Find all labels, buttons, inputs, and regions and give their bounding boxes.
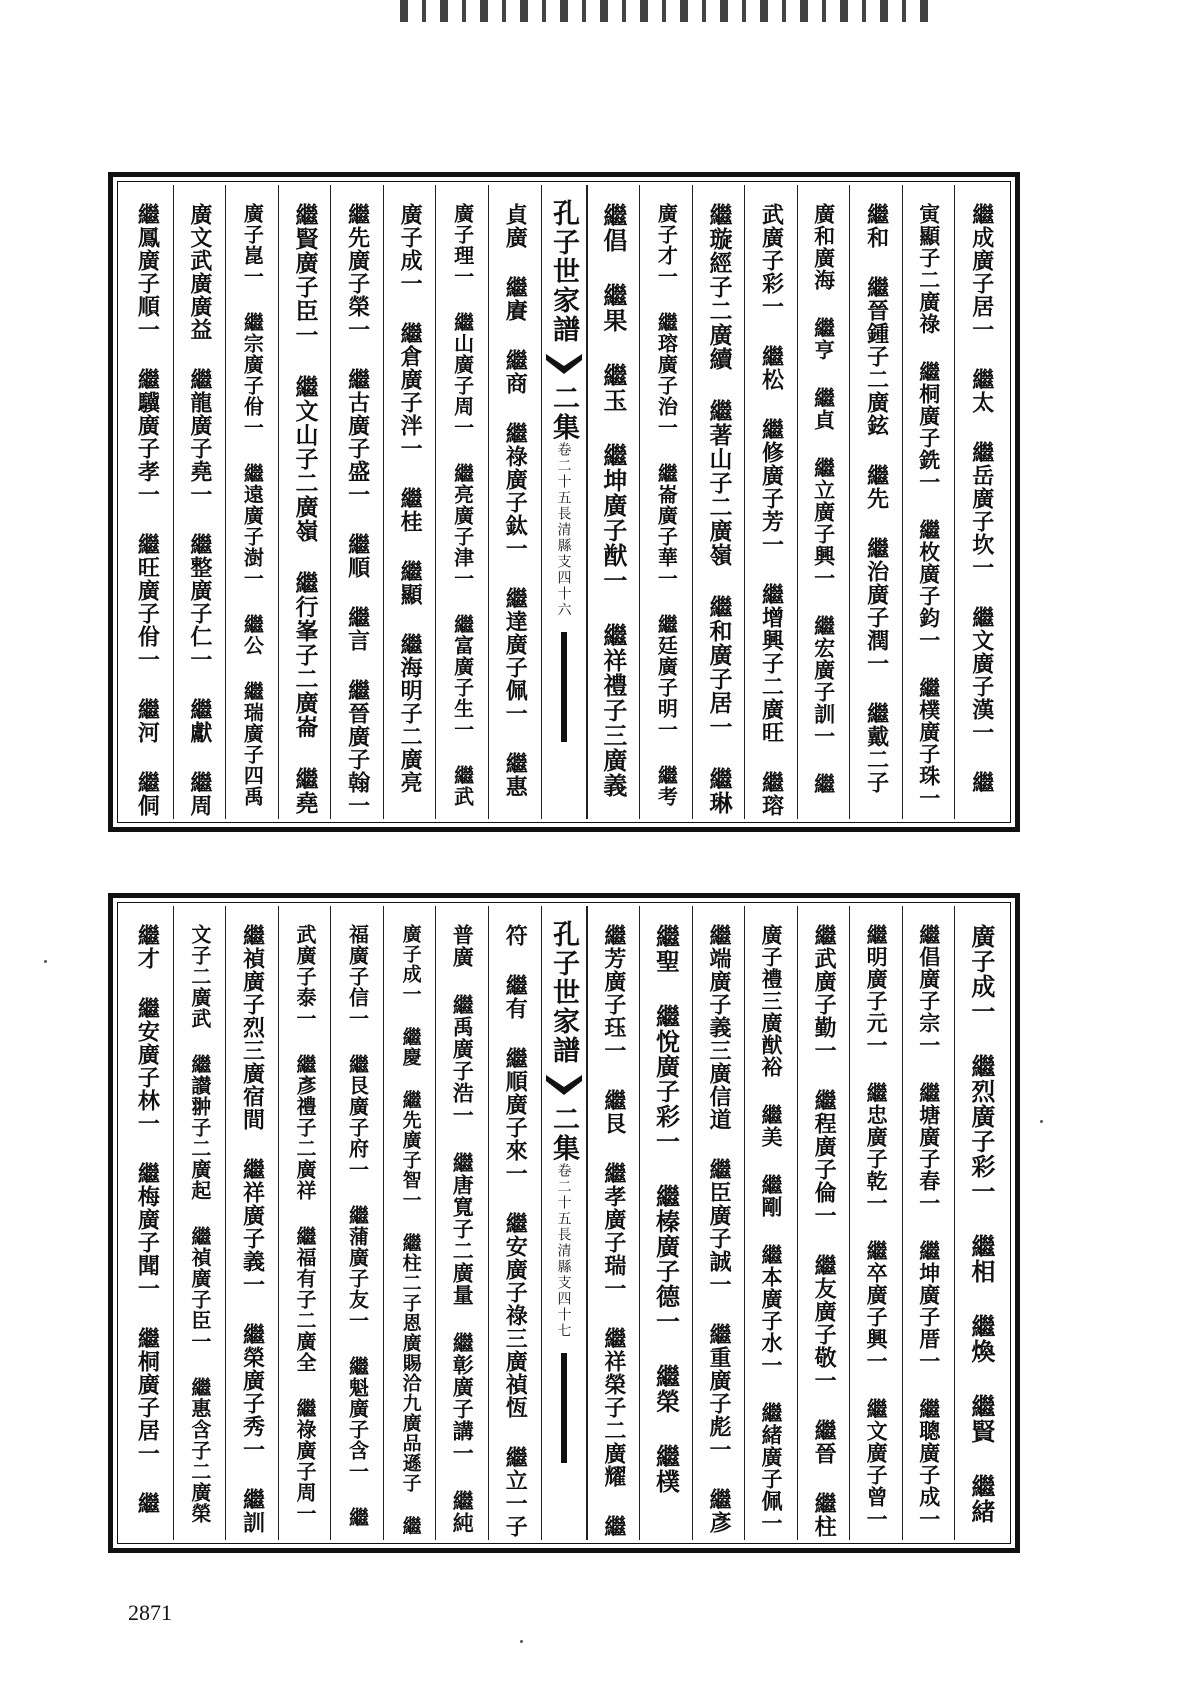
text-column (587, 185, 640, 819)
branch-label: 長清縣支 (555, 1227, 572, 1291)
text-column (744, 906, 797, 1540)
column-text: 繼倡 繼果 繼玉 繼坤廣子猷一 繼祥禮子三廣義 (598, 203, 628, 798)
text-column (692, 185, 745, 819)
column-text: 繼鳳廣子順一 繼驥廣子孝一 繼旺廣子佾一 繼河 繼侗 (134, 203, 161, 817)
column-text: 武廣子泰一 繼彥禮子二廣祥 繼福有子二廣全 繼祿廣子周一 (292, 924, 317, 1524)
volume-label: 卷二十五 (555, 1163, 572, 1227)
column-text: 廣子崑一 繼宗廣子佾一 繼遠廣子澍一 繼公 繼瑞廣子四禹 (240, 203, 265, 807)
fishtail-mark-icon (544, 352, 584, 376)
text-column (902, 185, 955, 819)
text-column (849, 906, 902, 1540)
column-text: 廣子禮三廣猷裕 繼美 繼剛 繼本廣子水一 繼緒廣子佩一 (759, 924, 784, 1534)
folio-number: 四十七 (555, 1291, 572, 1339)
text-column (121, 185, 173, 819)
text-column (639, 185, 692, 819)
collection-label: 二集 (548, 384, 579, 442)
column-text: 廣子成一 繼慶 繼先廣子智一 繼柱二子恩廣賜洽九廣品遜子 繼 (399, 924, 422, 1536)
column-text: 廣文武廣廣益 繼龍廣子堯一 繼整廣子仁一 繼獻 繼周 (186, 203, 213, 817)
text-column (488, 906, 541, 1540)
text-column (435, 906, 488, 1540)
column-text: 符 繼有 繼順廣子來一 繼安廣子祿三廣禎恆 繼立一子 (502, 924, 529, 1538)
column-text: 繼芳廣子珏一 繼艮 繼孝廣子瑞一 繼祥榮子二廣耀 繼 (600, 924, 627, 1538)
top-cut-text-fragment (400, 0, 940, 22)
text-column (278, 185, 331, 819)
text-column (954, 185, 1007, 819)
text-column (330, 185, 383, 819)
column-text: 繼明廣子元一 繼忠廣子乾一 繼卒廣子興一 繼文廣子曾一 (864, 924, 890, 1530)
column-text: 繼武廣子勤一 繼程廣子倫一 繼友廣子敬一 繼晉 繼柱 (811, 924, 838, 1538)
book-title: 孔子世家譜 (548, 199, 579, 344)
column-container (121, 185, 1007, 819)
column-text: 繼賢廣子臣一 繼文山子二廣嶺 繼行峯子二廣崙 繼堯 (291, 203, 319, 815)
column-text: 廣子才一 繼瑢廣子治一 繼崙廣子華一 繼廷廣子明一 繼考 (654, 203, 679, 807)
column-text: 繼端廣子義三廣信道 繼臣廣子誠一 繼重廣子彪一 繼彥 (705, 924, 732, 1534)
column-text: 廣子成一 繼倉廣子泮一 繼桂 繼顯 繼海明子二廣亮 (397, 203, 424, 794)
fishtail-mark-icon (544, 1073, 584, 1097)
page-number: 2871 (128, 1600, 172, 1625)
branch-label: 長清縣支 (555, 506, 572, 570)
column-text: 廣子成一 繼烈廣子彩一 繼相 繼煥 繼賢 繼緒 (966, 924, 996, 1524)
text-column (383, 185, 436, 819)
book-title: 孔子世家譜 (548, 920, 579, 1065)
text-column (330, 906, 383, 1540)
text-column (383, 906, 436, 1540)
text-column (797, 906, 850, 1540)
text-column (954, 906, 1007, 1540)
column-text: 貞廣 繼賡 繼商 繼祿廣子鈦一 繼達廣子佩一 繼惠 (502, 203, 529, 798)
column-text: 廣子理一 繼山廣子周一 繼亮廣子津一 繼富廣子生一 繼武 (450, 203, 475, 807)
text-column (173, 906, 226, 1540)
column-text: 繼禎廣子烈三廣宿間 繼祥廣子義一 繼榮廣子秀一 繼訓 (239, 924, 266, 1534)
column-text: 寅顯子二廣祿 繼桐廣子銑一 繼枚廣子鈞一 繼樸廣子珠一 (916, 203, 942, 809)
folio-number: 四十六 (555, 570, 572, 618)
column-text: 廣和廣海 繼亨 繼貞 繼立廣子興一 繼宏廣子訓一 繼 (811, 203, 837, 795)
scan-speck (520, 1640, 523, 1643)
column-text: 繼先廣子榮一 繼古廣子盛一 繼順 繼言 繼晉廣子翰一 (344, 203, 371, 817)
text-column (639, 906, 692, 1540)
column-text: 繼和 繼晉鍾子二廣鉉 繼先 繼治廣子潤一 繼戴二子 (863, 203, 890, 794)
text-column (488, 185, 541, 819)
center-bar (561, 1353, 567, 1463)
column-text: 繼成廣子居一 繼太 繼岳廣子坎一 繼文廣子漢一 繼 (968, 203, 995, 794)
text-column (225, 906, 278, 1540)
collection-label: 二集 (548, 1105, 579, 1163)
column-text: 福廣子信一 繼艮廣子府一 繼蒲廣子友一 繼魁廣子含一 繼 (345, 924, 370, 1528)
column-text: 繼倡廣子宗一 繼塘廣子春一 繼坤廣子厝一 繼聰廣子成一 (916, 924, 942, 1530)
center-banner (541, 185, 587, 819)
text-column (692, 906, 745, 1540)
column-text: 繼聖 繼悅廣子彩一 繼榛廣子德一 繼榮 繼樸 (651, 924, 681, 1494)
text-column (902, 906, 955, 1540)
text-column (173, 185, 226, 819)
column-text: 繼才 繼安廣子林一 繼梅廣子聞一 繼桐廣子居一 繼 (134, 924, 161, 1515)
genealogy-page-46 (108, 172, 1020, 832)
text-column (797, 185, 850, 819)
text-column (587, 906, 640, 1540)
genealogy-page-47 (108, 893, 1020, 1553)
center-bar (561, 632, 567, 742)
column-text: 普廣 繼禹廣子浩一 繼唐寬子二廣量 繼彰廣子講一 繼純 (450, 924, 476, 1534)
text-column (121, 906, 173, 1540)
scan-speck (1040, 1120, 1043, 1123)
text-column (435, 185, 488, 819)
column-container (121, 906, 1007, 1540)
center-banner (541, 906, 587, 1540)
volume-label: 卷二十五 (555, 442, 572, 506)
text-column (278, 906, 331, 1540)
column-text: 文子二廣武 繼讃翀子二廣起 繼禎廣子臣一 繼惠含子二廣榮 (187, 924, 212, 1524)
text-column (225, 185, 278, 819)
scan-speck (44, 960, 47, 963)
text-column (744, 185, 797, 819)
column-text: 繼璇經子二廣續 繼著山子二廣嶺 繼和廣子居一 繼琳 (705, 203, 733, 815)
text-column (849, 185, 902, 819)
column-text: 武廣子彩一 繼松 繼修廣子芳一 繼增興子二廣旺 繼瑢 (758, 203, 785, 817)
